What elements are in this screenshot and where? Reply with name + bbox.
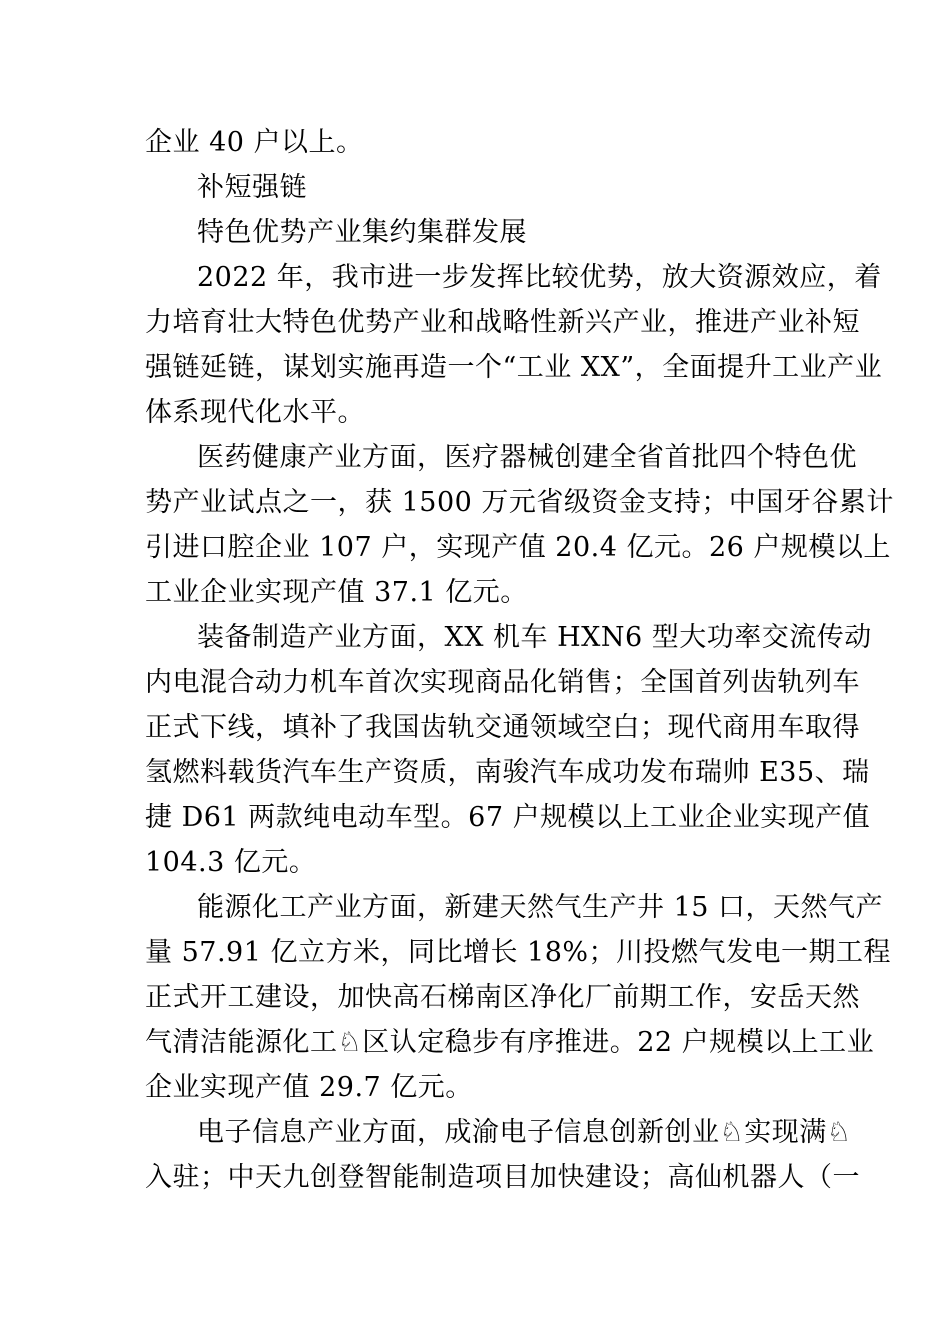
paragraph-line: 氢燃料载货汽车生产资质，南骏汽车成功发布瑞帅 E35、瑞 — [145, 757, 870, 788]
paragraph-line: 气清洁能源化工♘区认定稳步有序推进。22 户规模以上工业 — [145, 1027, 875, 1058]
paragraph-line: 正式开工建设，加快高石梯南区净化厂前期工作，安岳天然 — [145, 982, 860, 1013]
text-line: 企业 40 户以上。 — [145, 127, 364, 158]
paragraph-line: 工业企业实现产值 37.1 亿元。 — [145, 577, 528, 608]
paragraph-line: 2022 年，我市进一步发挥比较优势，放大资源效应，着 — [197, 262, 882, 293]
paragraph-line: 电子信息产业方面，成渝电子信息创新创业♘实现满♘ — [197, 1117, 852, 1148]
paragraph-line: 入驻；中天九创登智能制造项目加快建设；高仙机器人（一 — [145, 1162, 860, 1193]
paragraph-line: 捷 D61 两款纯电动车型。67 户规模以上工业企业实现产值 — [145, 802, 871, 833]
paragraph-line: 104.3 亿元。 — [145, 847, 317, 878]
paragraph-line: 量 57.91 亿立方米，同比增长 18%；川投燃气发电一期工程 — [145, 937, 892, 968]
section-heading: 补短强链 — [197, 172, 307, 203]
section-subheading: 特色优势产业集约集群发展 — [197, 217, 527, 248]
paragraph-line: 内电混合动力机车首次实现商品化销售；全国首列齿轨列车 — [145, 667, 860, 698]
paragraph-line: 装备制造产业方面，XX 机车 HXN6 型大功率交流传动 — [197, 622, 872, 653]
paragraph-line: 医药健康产业方面，医疗器械创建全省首批四个特色优 — [197, 442, 857, 473]
paragraph-line: 体系现代化水平。 — [145, 397, 365, 428]
paragraph-line: 正式下线，填补了我国齿轨交通领域空白；现代商用车取得 — [145, 712, 860, 743]
paragraph-line: 力培育壮大特色优势产业和战略性新兴产业，推进产业补短 — [145, 307, 860, 338]
paragraph-line: 引进口腔企业 107 户，实现产值 20.4 亿元。26 户规模以上 — [145, 532, 891, 563]
paragraph-line: 强链延链，谋划实施再造一个“工业 XX”，全面提升工业产业 — [145, 352, 883, 383]
paragraph-line: 能源化工产业方面，新建天然气生产井 15 口，天然气产 — [197, 892, 884, 923]
paragraph-line: 势产业试点之一，获 1500 万元省级资金支持；中国牙谷累计 — [145, 487, 894, 518]
paragraph-line: 企业实现产值 29.7 亿元。 — [145, 1072, 473, 1103]
